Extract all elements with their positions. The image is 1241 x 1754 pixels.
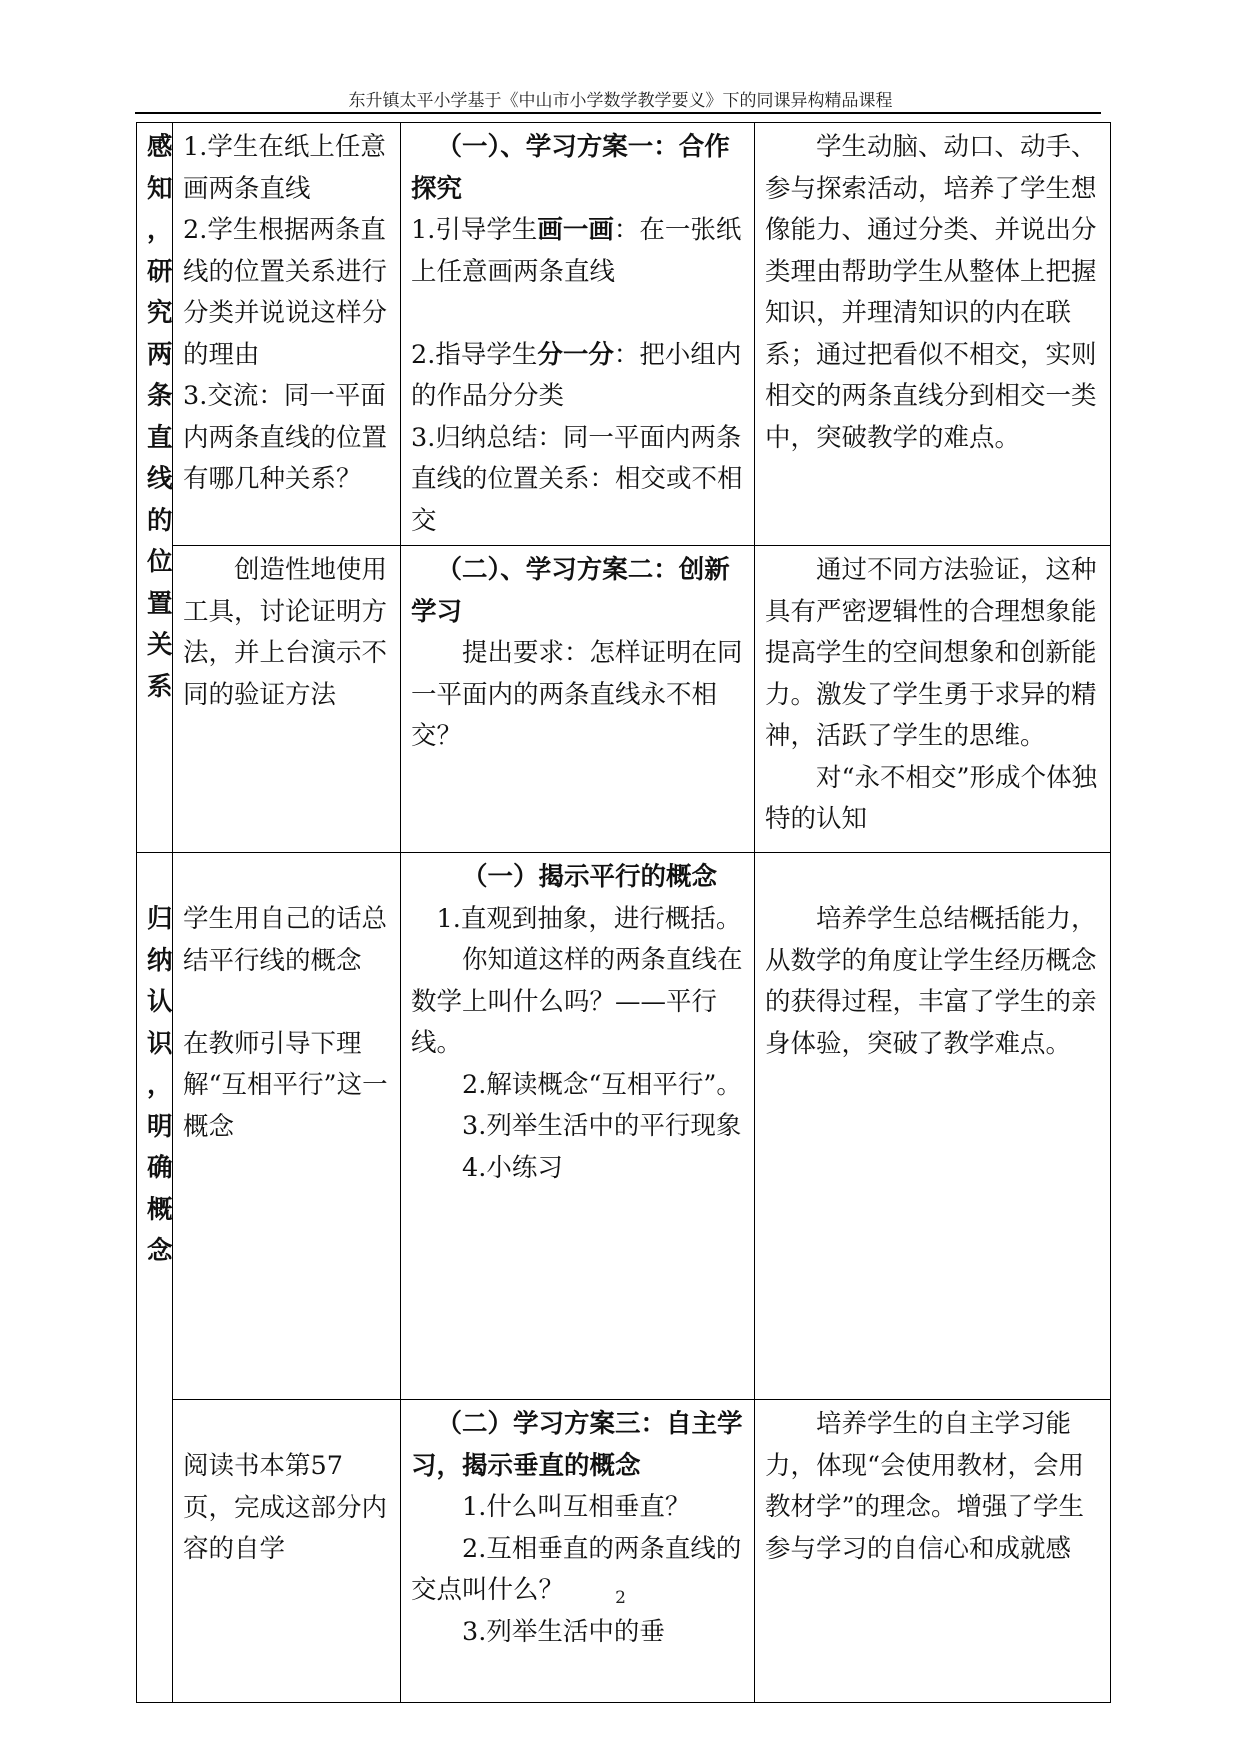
design-intent: 培养学生的自主学习能力，体现“会使用教材，会用教材学”的理念。增强了学生参与学习的自信心和成就感 — [765, 1409, 1085, 1564]
design-intent-cell — [755, 853, 1111, 1400]
teacher-step: 2.互相垂直的两条直线的交点叫什么？ — [411, 1533, 742, 1605]
student-activity: 在教师引导下理解“互相平行”这一概念 — [183, 1028, 388, 1142]
stage-cell-summarize: 归 纳 认 识 ， 明 确 概 念 — [137, 853, 173, 1703]
student-activity: 1.学生在纸上任意画两条直线 — [183, 132, 386, 204]
page-header: 东升镇太平小学基于《中山市小学数学教学要义》下的同课异构精品课程 — [348, 91, 893, 111]
student-activity: 创造性地使用工具，讨论证明方法，并上台演示不同的验证方法 — [183, 555, 388, 710]
teacher-step: 提出要求：怎样证明在同一平面内的两条直线永不相交？ — [411, 638, 743, 751]
section-heading: （二）学习方案三：自主学习，揭示垂直的概念 — [411, 1409, 743, 1481]
design-intent-cell — [755, 123, 1111, 546]
teacher-activity-cell — [401, 1400, 755, 1703]
lesson-plan-table — [136, 122, 1111, 1703]
design-intent-cell — [755, 546, 1111, 853]
stage-cell-perceive: 感 知 ， 研 究 两 条 直 线 的 位 置 关 系 — [137, 123, 173, 853]
section-heading: （二）、学习方案二：创新学习 — [411, 555, 730, 627]
table-row — [137, 546, 1111, 853]
table-row — [137, 853, 1111, 1400]
teacher-step: 你知道这样的两条直线在数学上叫什么吗？——平行线。 — [411, 945, 743, 1058]
design-intent-cell — [755, 1400, 1111, 1703]
section-heading: （一）、学习方案一：合作探究 — [411, 132, 730, 204]
teacher-step: 3.列举生活中的平行现象 — [462, 1111, 742, 1141]
teacher-step: 1.什么叫互相垂直？ — [462, 1492, 691, 1522]
student-activity-cell — [173, 123, 401, 546]
student-activity: 阅读书本第57页，完成这部分内容的自学 — [183, 1451, 388, 1564]
student-activity-cell — [173, 546, 401, 853]
teacher-step: 4.小练习 — [462, 1152, 563, 1183]
teacher-step: 3.归纳总结：同一平面内两条直线的位置关系：相交或不相交 — [411, 422, 743, 536]
design-intent: 通过不同方法验证，这种具有严密逻辑性的合理想象能提高学生的空间想象和创新能力。激发了学生勇于求异的精神，活跃了学生的思维。 — [765, 555, 1097, 751]
table-row — [137, 1400, 1111, 1703]
design-intent: 对“永不相交”形成个体独特的认知 — [765, 762, 1098, 834]
table-row — [137, 123, 1111, 546]
student-activity-cell — [173, 853, 401, 1400]
design-intent: 学生动脑、动口、动手、参与探索活动，培养了学生想像能力、通过分类、并说出分类理由帮助学生从整体上把握知识，并理清知识的内在联系；通过把看似不相交，实则相交的两条直线分到相交一类中，突破教学的难点。 — [765, 132, 1097, 453]
teacher-step: 2.指导学生分一分：把小组内的作品分分类 — [411, 339, 742, 411]
design-intent: 培养学生总结概括能力，从数学的角度让学生经历概念的获得过程，丰富了学生的亲身体验，突破了教学难点。 — [765, 904, 1097, 1059]
teacher-step: 2.解读概念“互相平行”。 — [462, 1069, 742, 1100]
teacher-activity-cell — [401, 853, 755, 1400]
student-activity: 学生用自己的话总结平行线的概念 — [183, 904, 388, 976]
student-activity: 2.学生根据两条直线的位置关系进行分类并说说这样分的理由 — [183, 215, 388, 370]
page-number: 2 — [615, 1588, 626, 1608]
student-activity-cell — [173, 1400, 401, 1703]
header-rule — [135, 112, 1101, 114]
teacher-activity-cell — [401, 123, 755, 546]
teacher-step: 1.直观到抽象，进行概括。 — [436, 903, 742, 934]
teacher-step: 3.列举生活中的垂 — [462, 1616, 665, 1647]
teacher-step: 1.引导学生画一画：在一张纸上任意画两条直线 — [411, 215, 742, 287]
student-activity: 3.交流：同一平面内两条直线的位置有哪几种关系？ — [183, 381, 388, 494]
teacher-activity-cell — [401, 546, 755, 853]
section-heading: （一）揭示平行的概念 — [462, 862, 718, 892]
